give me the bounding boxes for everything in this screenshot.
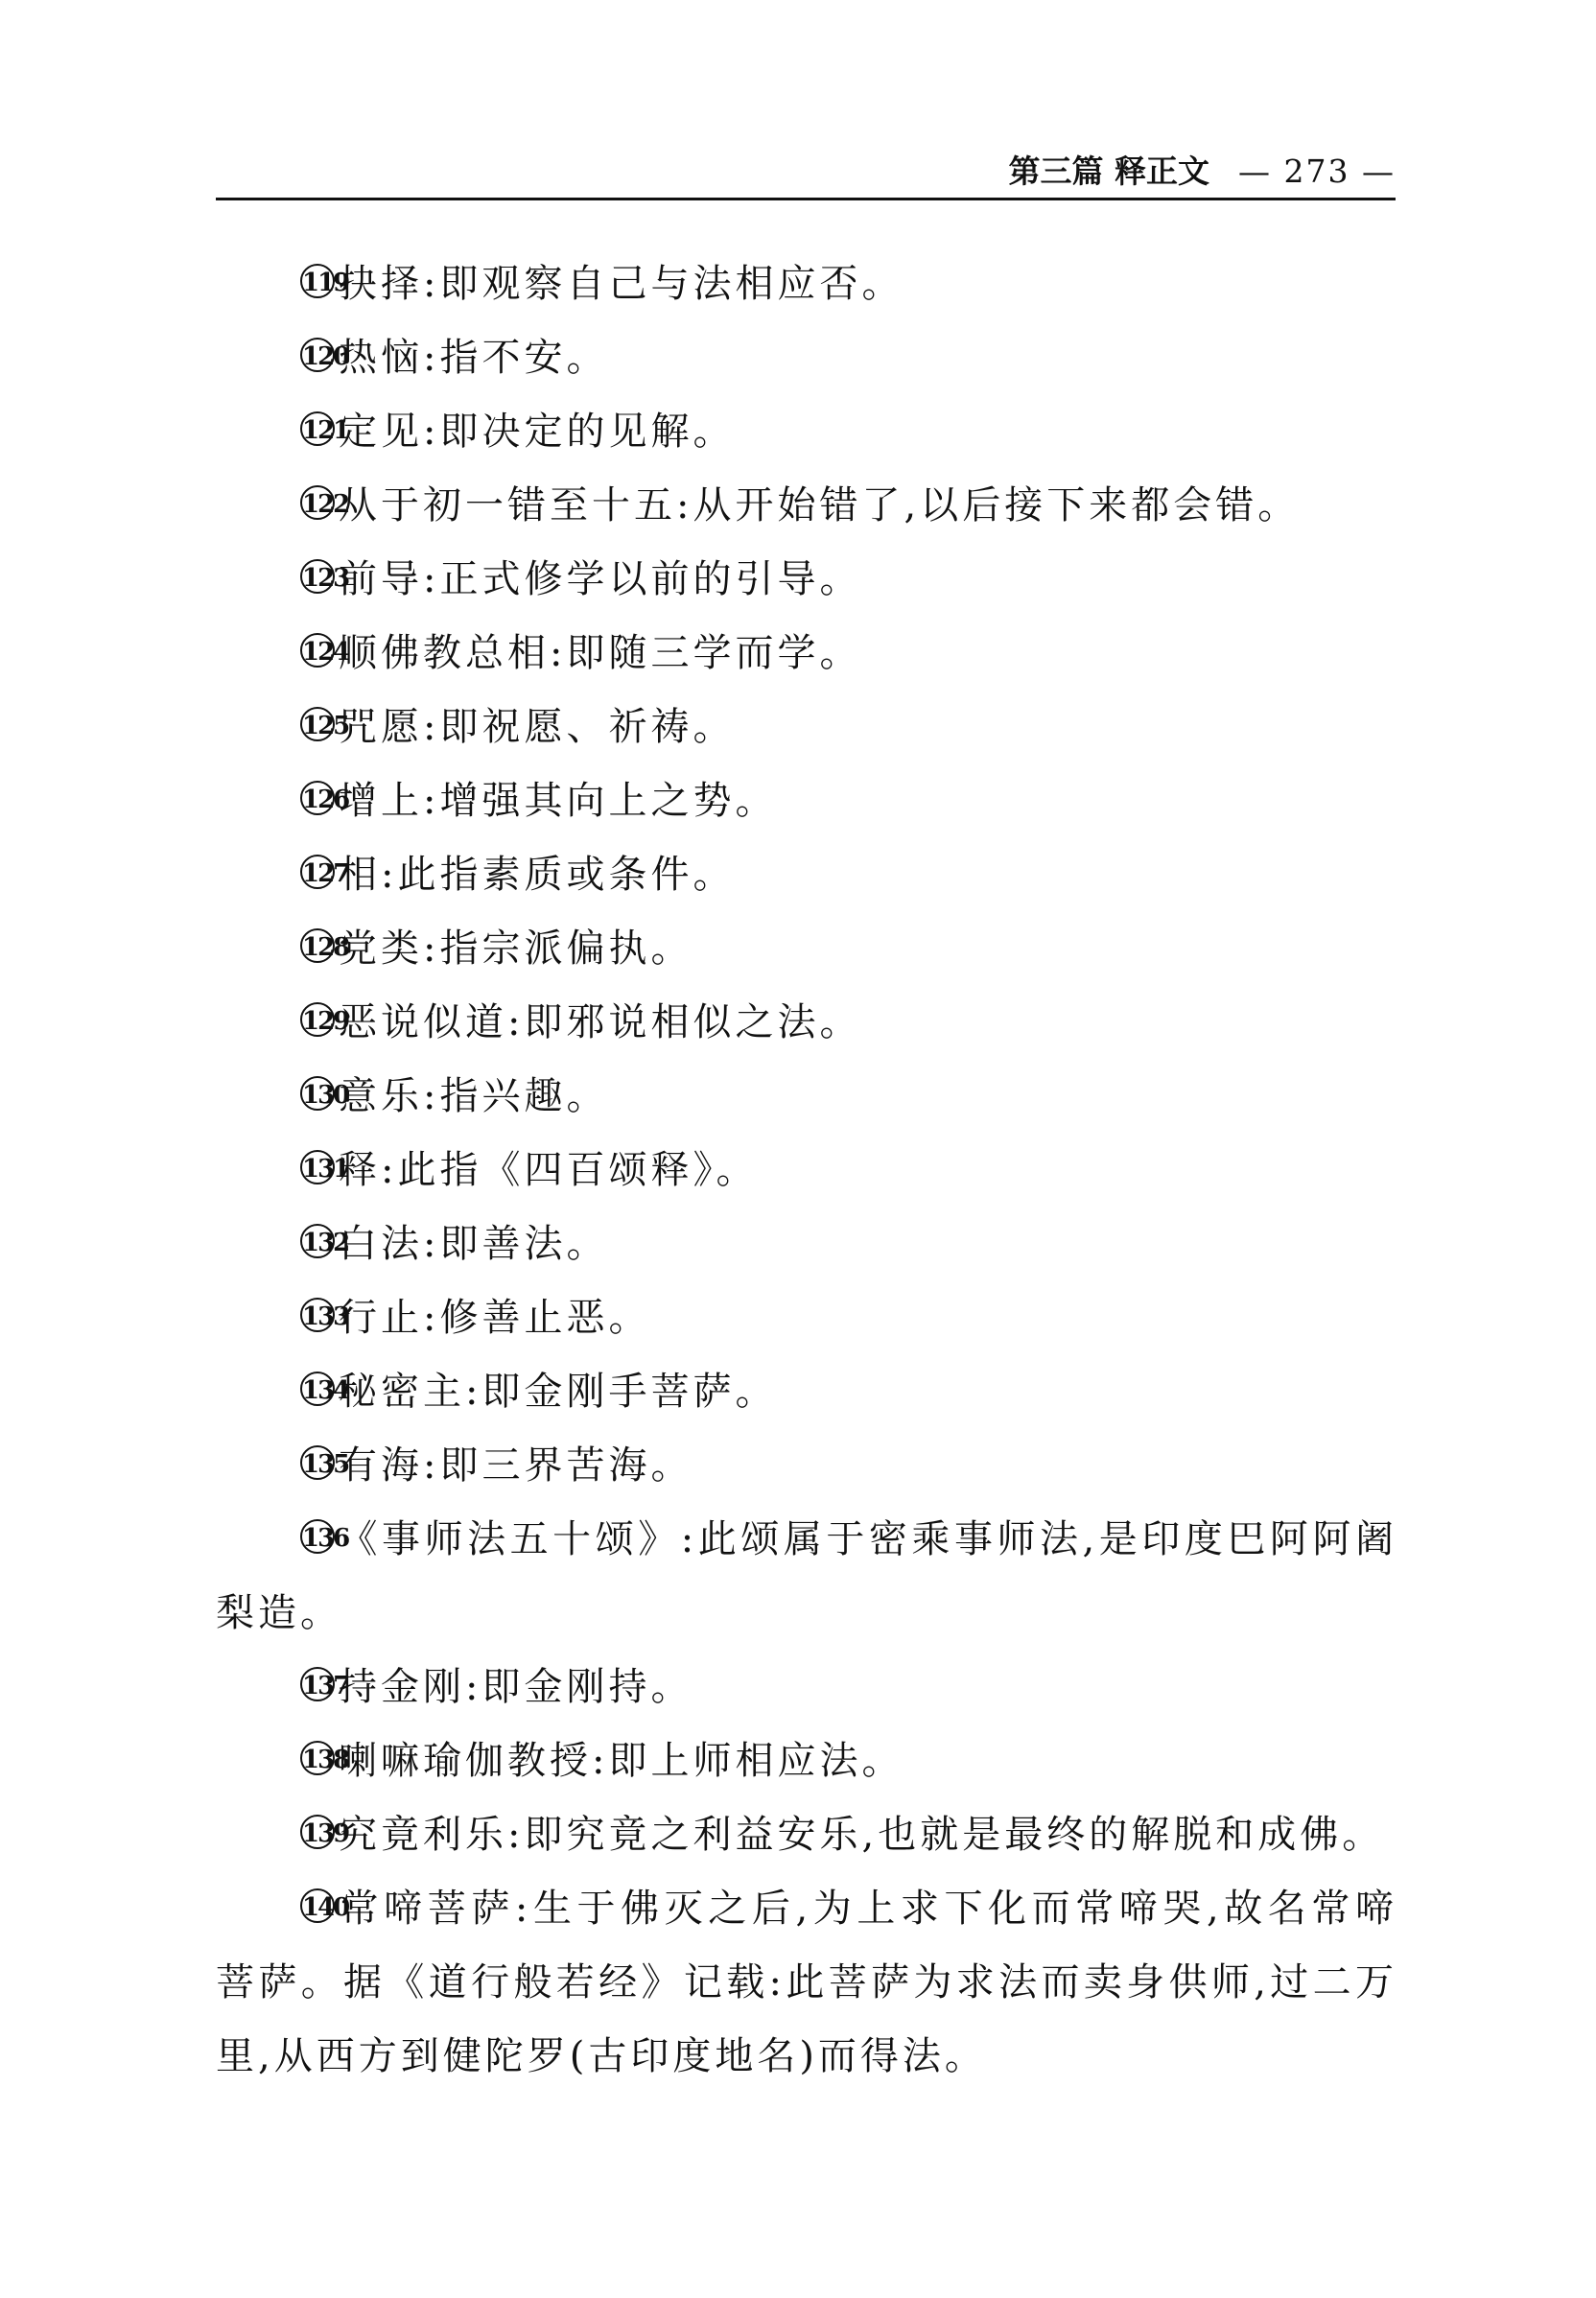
page-number: — 273 — — [1238, 152, 1396, 190]
note-number: 121 — [300, 411, 335, 446]
note-item — [216, 1429, 1397, 1503]
note-item — [216, 691, 1397, 764]
note-text: 相:此指素质或条件。 — [339, 853, 736, 897]
note-number: 125 — [300, 707, 335, 741]
note-item — [216, 469, 1397, 543]
running-header — [216, 144, 1396, 200]
note-item — [216, 1798, 1397, 1872]
note-item — [216, 838, 1397, 912]
note-item — [216, 1724, 1397, 1798]
note-number: 137 — [300, 1667, 335, 1701]
note-number: 132 — [300, 1224, 335, 1258]
note-number: 126 — [300, 781, 335, 815]
note-number: 124 — [300, 633, 335, 668]
note-text: 热恼:指不安。 — [339, 336, 609, 380]
note-item — [216, 1872, 1397, 2094]
note-item — [216, 321, 1397, 395]
note-text: 意乐:指兴趣。 — [339, 1074, 609, 1118]
note-item — [216, 543, 1397, 617]
note-number: 128 — [300, 928, 335, 963]
note-number: 123 — [300, 559, 335, 594]
note-number: 120 — [300, 338, 335, 372]
note-number: 139 — [300, 1815, 335, 1849]
note-item — [216, 247, 1397, 321]
note-number: 130 — [300, 1076, 335, 1111]
note-text: 白法:即善法。 — [339, 1222, 609, 1266]
note-text: 持金刚:即金刚持。 — [339, 1665, 693, 1709]
section-title: 第三篇 释正文 — [1008, 152, 1210, 190]
notes-list — [216, 247, 1397, 2094]
note-text: 从于初一错至十五:从开始错了,以后接下来都会错。 — [339, 483, 1301, 528]
note-number: 136 — [300, 1519, 335, 1554]
note-text: 《事师法五十颂》:此颂属于密乘事师法,是印度巴阿阿阇梨造。 — [216, 1517, 1397, 1635]
note-number: 131 — [300, 1150, 335, 1184]
note-text: 喇嘛瑜伽教授:即上师相应法。 — [339, 1739, 904, 1783]
note-text: 抉择:即观察自己与法相应否。 — [339, 262, 904, 306]
note-number: 133 — [300, 1298, 335, 1332]
note-text: 党类:指宗派偏执。 — [339, 926, 693, 971]
note-text: 行止:修善止恶。 — [339, 1296, 651, 1340]
note-text: 有海:即三界苦海。 — [339, 1443, 693, 1488]
note-text: 释:此指《四百颂释》。 — [339, 1148, 759, 1192]
note-item — [216, 1281, 1397, 1355]
note-item — [216, 912, 1397, 986]
note-item — [216, 395, 1397, 469]
note-item — [216, 764, 1397, 838]
note-text: 定见:即决定的见解。 — [339, 410, 736, 454]
note-item — [216, 986, 1397, 1060]
note-number: 129 — [300, 1002, 335, 1037]
note-item — [216, 1060, 1397, 1134]
note-item — [216, 1134, 1397, 1208]
note-item — [216, 1651, 1397, 1724]
note-number: 138 — [300, 1741, 335, 1775]
note-text: 增上:增强其向上之势。 — [339, 779, 778, 823]
note-number: 122 — [300, 485, 335, 520]
note-text: 恶说似道:即邪说相似之法。 — [339, 1000, 862, 1044]
note-item — [216, 1355, 1397, 1429]
note-number: 135 — [300, 1445, 335, 1480]
note-item — [216, 1208, 1397, 1281]
note-text: 究竟利乐:即究竟之利益安乐,也就是最终的解脱和成佛。 — [339, 1813, 1385, 1857]
note-text: 前导:正式修学以前的引导。 — [339, 557, 862, 601]
note-text: 顺佛教总相:即随三学而学。 — [339, 631, 862, 675]
note-number: 134 — [300, 1372, 335, 1406]
note-number: 119 — [300, 264, 335, 298]
note-number: 140 — [300, 1888, 335, 1923]
note-item — [216, 617, 1397, 691]
note-number: 127 — [300, 855, 335, 889]
note-text: 常啼菩萨:生于佛灭之后,为上求下化而常啼哭,故名常啼菩萨。据《道行般若经》记载:此菩萨为求法而卖身供师,过二万里,从西方到健陀罗(古印度地名)而得法。 — [216, 1887, 1397, 2078]
note-text: 咒愿:即祝愿、祈祷。 — [339, 705, 736, 749]
note-item — [216, 1503, 1397, 1651]
note-text: 秘密主:即金刚手菩萨。 — [339, 1370, 778, 1414]
